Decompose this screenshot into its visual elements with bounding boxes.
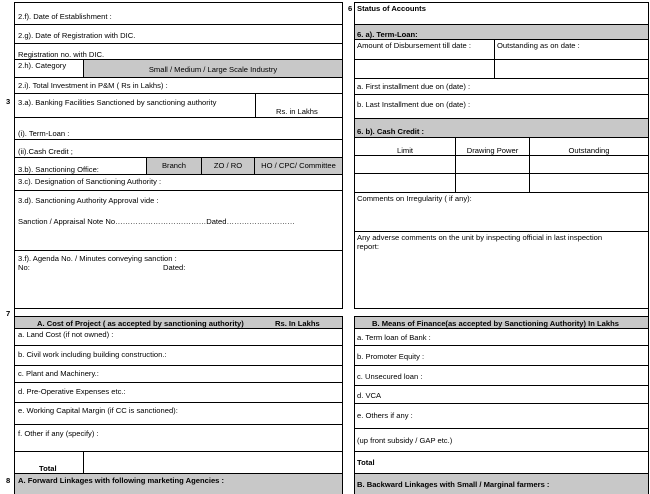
means-total-row bbox=[354, 451, 649, 474]
registration-no-label: Registration no. with DIC. bbox=[18, 50, 105, 59]
date-registration-label: 2.g). Date of Registration with DIC. bbox=[18, 31, 136, 40]
banking-facilities-cell bbox=[14, 93, 256, 118]
outstanding-value-cell bbox=[494, 59, 649, 79]
cost-total-value-cell bbox=[83, 451, 343, 474]
drawing-power-head-cell bbox=[455, 137, 530, 156]
rs-in-lakhs-cell bbox=[255, 93, 343, 118]
means-item-unsecured bbox=[354, 365, 649, 386]
means-header-label: B. Means of Finance(as accepted by Sanctioning Authority) In Lakhs bbox=[372, 319, 619, 328]
drawing-power-value-1 bbox=[455, 155, 530, 174]
zo-ro-label: ZO / RO bbox=[213, 161, 243, 170]
date-establishment-row bbox=[14, 2, 343, 25]
appraisal-note-label: Sanction / Appraisal Note No………………………………Dated……………………… bbox=[18, 217, 295, 226]
sanctioning-office-cell bbox=[14, 157, 147, 175]
means-item-subsidy bbox=[354, 428, 649, 452]
category-label-cell bbox=[14, 59, 84, 78]
means-item-unsecured-label: c. Unsecured loan : bbox=[357, 372, 423, 381]
registration-no-row bbox=[14, 43, 343, 60]
cost-item-civil-label: b. Civil work including building construction.: bbox=[18, 350, 167, 359]
outstanding-date-label: Outstanding as on date : bbox=[497, 41, 580, 50]
outstanding-head-cell bbox=[529, 137, 649, 156]
amount-disbursement-cell bbox=[354, 39, 495, 60]
means-item-vca-label: d. VCA bbox=[357, 391, 382, 400]
ho-cpc-label: HO / CPC/ Committee bbox=[261, 161, 336, 170]
first-installment-label: a. First installment due on (date) : bbox=[357, 82, 471, 91]
section-7-number: 7 bbox=[6, 309, 11, 318]
outstanding-value-2 bbox=[529, 173, 649, 193]
section-6-number: 6 bbox=[348, 4, 353, 13]
zo-ro-cell bbox=[201, 157, 255, 175]
cash-credit-head: 6. b). Cash Credit : bbox=[357, 127, 425, 136]
approval-vide-row bbox=[14, 190, 343, 251]
agenda-label: 3.f). Agenda No. / Minutes conveying sanction : bbox=[18, 254, 177, 263]
backward-linkages-label: B. Backward Linkages with Small / Marginal farmers : bbox=[357, 480, 550, 489]
means-item-others bbox=[354, 403, 649, 429]
cost-item-preop bbox=[14, 382, 343, 403]
category-value-cell bbox=[83, 59, 343, 78]
agenda-row bbox=[14, 250, 343, 309]
limit-head-cell bbox=[354, 137, 456, 156]
cash-credit-head-row bbox=[354, 118, 649, 138]
means-item-term-label: a. Term loan of Bank : bbox=[357, 333, 431, 342]
cost-rs-lakhs-label: Rs. In Lakhs bbox=[275, 319, 320, 328]
drawing-power-label: Drawing Power bbox=[466, 146, 519, 155]
branch-cell bbox=[146, 157, 202, 175]
cost-total-label-cell bbox=[14, 451, 84, 474]
cash-credit-label: (ii).Cash Credit ; bbox=[18, 147, 73, 156]
means-item-others-label: e. Others if any : bbox=[357, 411, 413, 420]
cost-item-land bbox=[14, 328, 343, 346]
comments-irregularity-label: Comments on Irregularity ( if any): bbox=[357, 194, 472, 203]
rs-in-lakhs-label: Rs. in Lakhs bbox=[276, 107, 318, 116]
cost-header-label: A. Cost of Project ( as accepted by sanctioning authority) bbox=[37, 319, 244, 328]
term-loan-label: (i). Term-Loan : bbox=[18, 129, 70, 138]
agenda-no-label: No: bbox=[18, 263, 30, 272]
category-label: 2.h). Category bbox=[18, 61, 67, 70]
adverse-comments-label-2: report: bbox=[357, 242, 379, 251]
means-total-label: Total bbox=[357, 458, 375, 467]
adverse-comments-row bbox=[354, 231, 649, 309]
date-establishment-label: 2.f). Date of Establishment : bbox=[18, 12, 112, 21]
cost-item-wcm bbox=[14, 402, 343, 425]
agenda-dated-label: Dated: bbox=[163, 263, 186, 272]
total-investment-label: 2.i). Total Investment in P&M ( Rs in Lakhs) : bbox=[18, 81, 168, 90]
section-3-number: 3 bbox=[6, 97, 11, 106]
status-accounts-row bbox=[354, 2, 649, 25]
term-loan-head: 6. a). Term-Loan: bbox=[357, 30, 418, 39]
comments-irregularity-row bbox=[354, 192, 649, 232]
cost-item-civil bbox=[14, 345, 343, 366]
disbursement-value-cell bbox=[354, 59, 495, 79]
first-installment-row bbox=[354, 78, 649, 95]
branch-label: Branch bbox=[161, 161, 187, 170]
cost-item-other-label: f. Other if any (specify) : bbox=[18, 429, 99, 438]
cost-item-land-label: a. Land Cost (if not owned) : bbox=[18, 330, 114, 339]
means-item-subsidy-label: (up front subsidy / GAP etc.) bbox=[357, 436, 453, 445]
drawing-power-value-2 bbox=[455, 173, 530, 193]
last-installment-row bbox=[354, 94, 649, 119]
limit-value-2 bbox=[354, 173, 456, 193]
backward-linkages-row bbox=[354, 473, 649, 494]
cost-item-plant-label: c. Plant and Machinery.: bbox=[18, 369, 99, 378]
section-8-number: 8 bbox=[6, 476, 11, 485]
category-value: Small / Medium / Large Scale Industry bbox=[148, 65, 278, 74]
forward-linkages-row bbox=[14, 473, 343, 494]
forward-linkages-label: A. Forward Linkages with following marketing Agencies : bbox=[18, 476, 225, 485]
ho-cpc-cell bbox=[254, 157, 343, 175]
status-accounts-title: Status of Accounts bbox=[357, 4, 426, 13]
limit-label: Limit bbox=[396, 146, 414, 155]
adverse-comments-label-1: Any adverse comments on the unit by inspecting official in last inspection bbox=[357, 233, 603, 242]
cost-item-wcm-label: e. Working Capital Margin (if CC is sanctioned): bbox=[18, 406, 178, 415]
term-loan-head-row bbox=[354, 24, 649, 40]
cost-item-preop-label: d. Pre-Operative Expenses etc.: bbox=[18, 387, 126, 396]
total-investment-row bbox=[14, 77, 343, 94]
means-item-promoter-label: b. Promoter Equity : bbox=[357, 352, 425, 361]
limit-value-1 bbox=[354, 155, 456, 174]
term-loan-row bbox=[14, 117, 343, 140]
amount-disbursement-label: Amount of Disbursement till date : bbox=[357, 41, 471, 50]
cost-item-plant bbox=[14, 365, 343, 383]
banking-facilities-label: 3.a). Banking Facilities Sanctioned by sanctioning authority bbox=[18, 98, 217, 107]
designation-label: 3.c). Designation of Sanctioning Authority : bbox=[18, 177, 162, 186]
date-registration-row bbox=[14, 24, 343, 44]
outstanding-date-cell bbox=[494, 39, 649, 60]
last-installment-label: b. Last Installment due on (date) : bbox=[357, 100, 471, 109]
cost-item-other bbox=[14, 424, 343, 452]
means-item-term bbox=[354, 328, 649, 346]
outstanding-value-1 bbox=[529, 155, 649, 174]
cash-credit-row bbox=[14, 139, 343, 158]
cost-total-label: Total bbox=[39, 464, 57, 473]
designation-row bbox=[14, 174, 343, 191]
outstanding-label: Outstanding bbox=[568, 146, 610, 155]
means-item-vca bbox=[354, 385, 649, 404]
approval-vide-label: 3.d). Sanctioning Authority Approval vide : bbox=[18, 196, 159, 205]
means-item-promoter bbox=[354, 345, 649, 366]
sanctioning-office-label: 3.b). Sanctioning Office: bbox=[18, 165, 99, 174]
